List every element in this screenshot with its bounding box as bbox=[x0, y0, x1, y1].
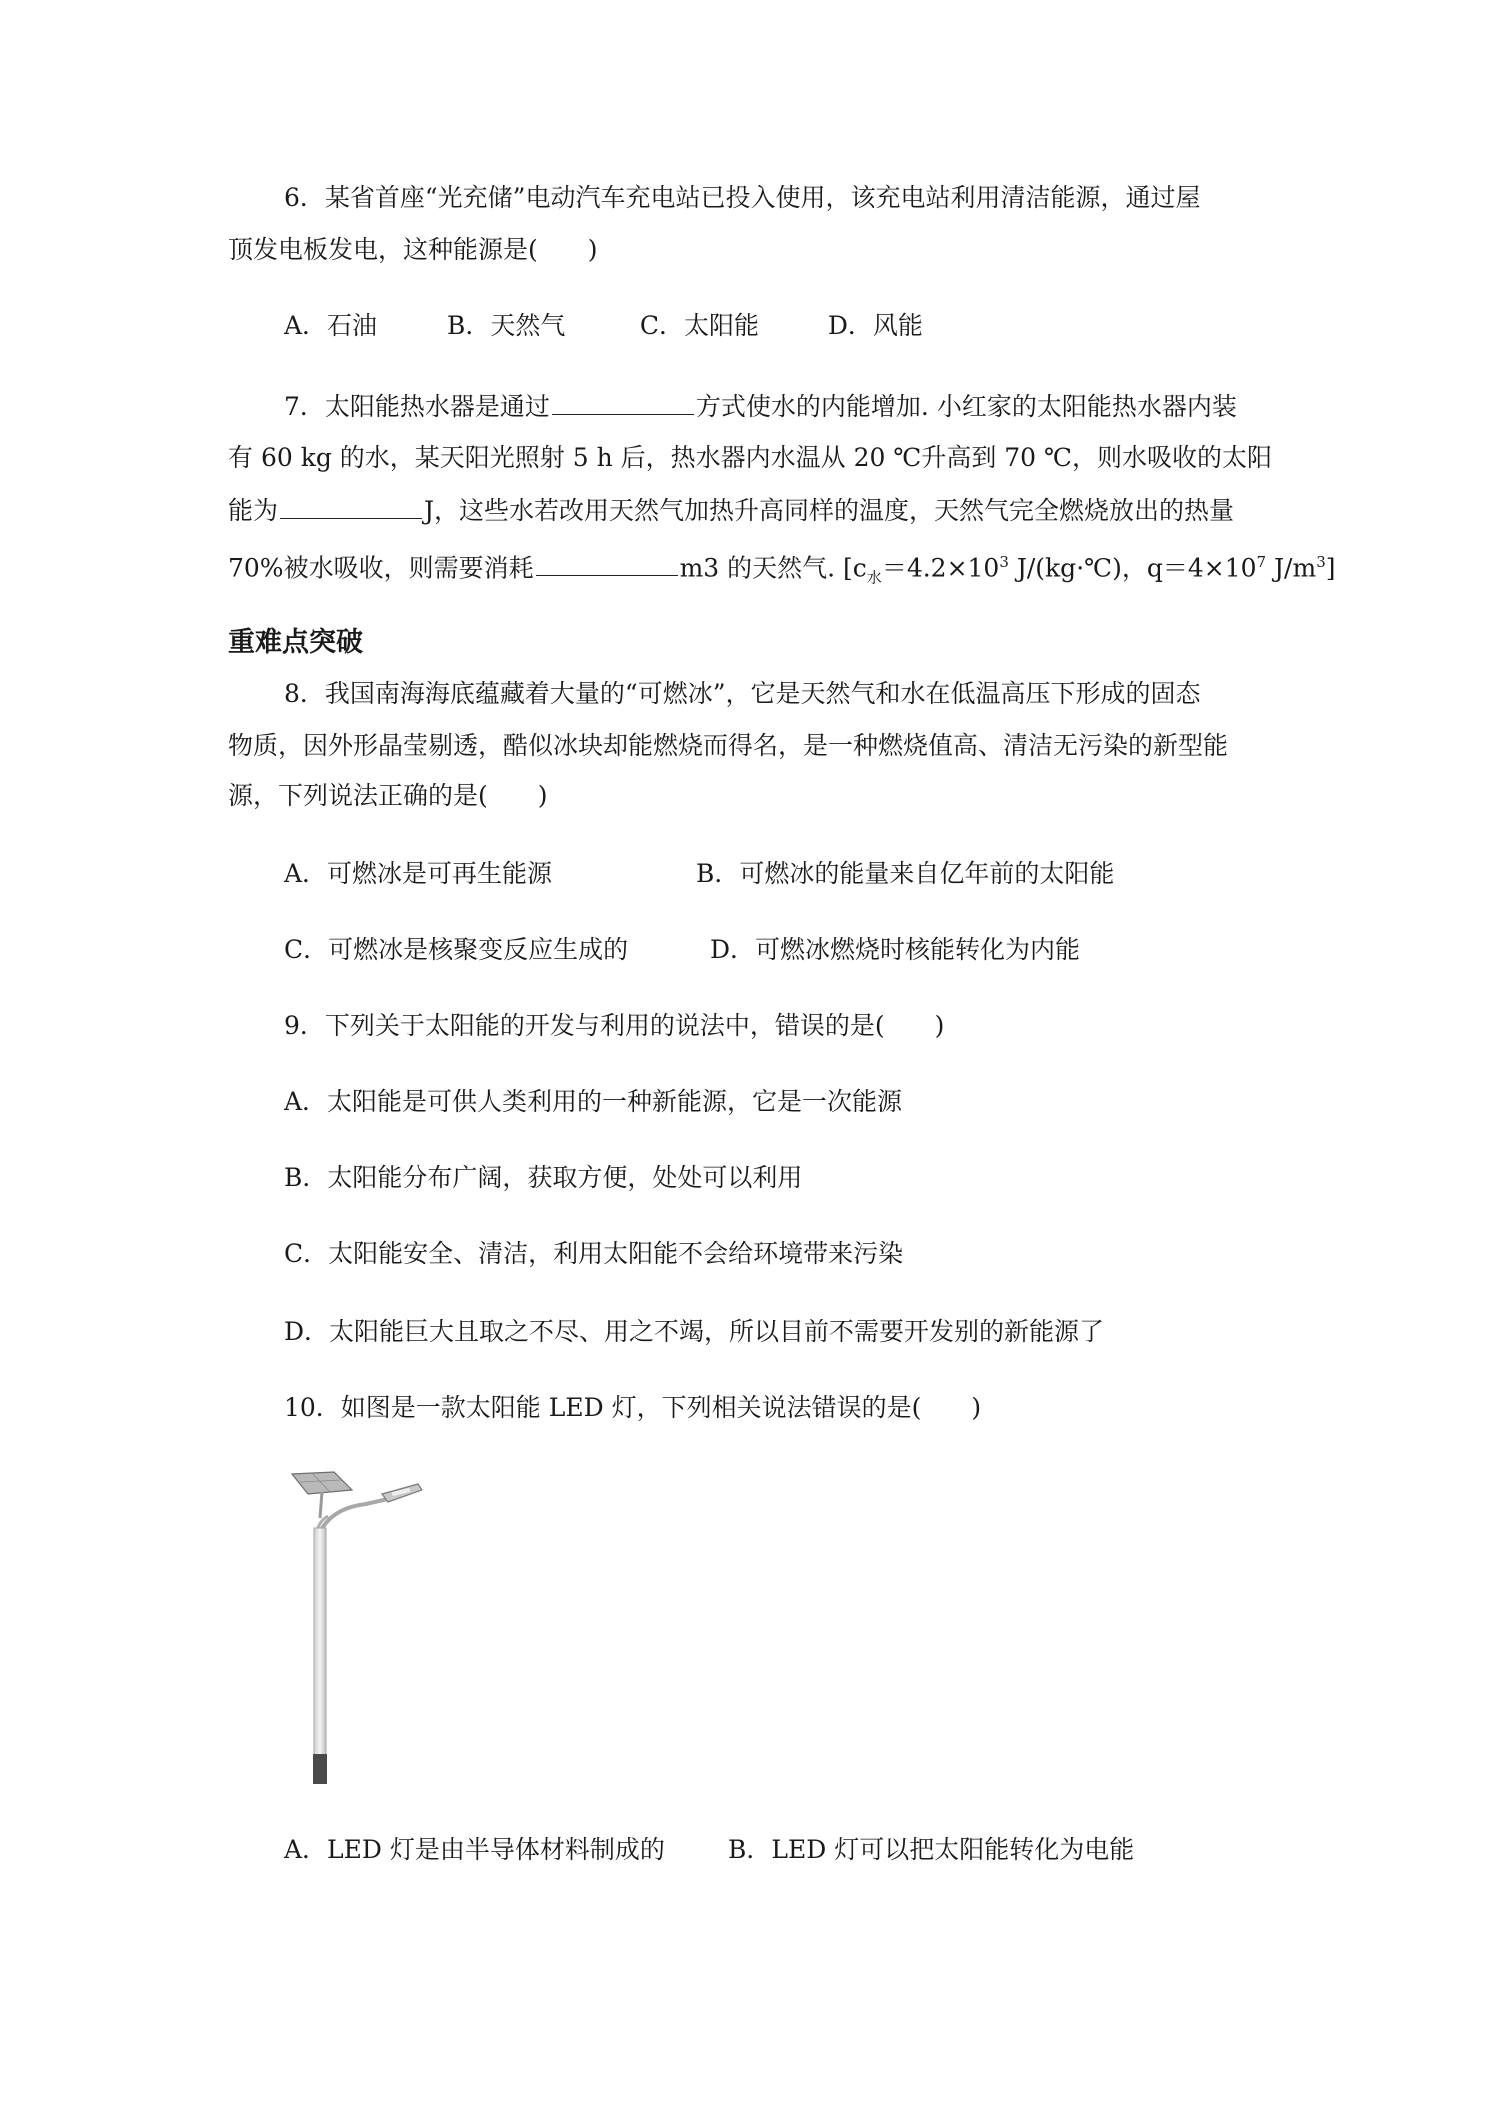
q7-text: m3 的天然气. [c bbox=[679, 553, 867, 583]
q9-option-c[interactable]: C．太阳能安全、清洁，利用太阳能不会给环境带来污染 bbox=[284, 1239, 904, 1268]
q8-option-c[interactable]: C．可燃冰是核聚变反应生成的 bbox=[284, 935, 629, 964]
q7-superscript: 7 bbox=[1256, 553, 1267, 571]
q7-blank-1[interactable] bbox=[552, 388, 694, 415]
q7-text: 7．太阳能热水器是通过 bbox=[284, 392, 550, 421]
q7-text: J，这些水若改用天然气加热升高同样的温度，天然气完全燃烧放出的热量 bbox=[424, 496, 1235, 525]
q8-option-b[interactable]: B．可燃冰的能量来自亿年前的太阳能 bbox=[696, 859, 1115, 888]
q10-stem: 10．如图是一款太阳能 LED 灯，下列相关说法错误的是( ) bbox=[284, 1393, 982, 1422]
q8-option-d[interactable]: D．可燃冰燃烧时核能转化为内能 bbox=[710, 935, 1081, 964]
q6-option-a[interactable]: A．石油 bbox=[284, 311, 378, 340]
q7-line3 bbox=[228, 492, 1234, 529]
q7-text: ＝4.2×10 bbox=[881, 553, 1000, 583]
q7-line4 bbox=[228, 544, 1336, 595]
q10-option-b[interactable]: B．LED 灯可以把太阳能转化为电能 bbox=[728, 1835, 1135, 1864]
q7-text: ] bbox=[1325, 553, 1336, 583]
q9-option-a[interactable]: A．太阳能是可供人类利用的一种新能源，它是一次能源 bbox=[284, 1087, 903, 1116]
q7-superscript: 3 bbox=[1316, 553, 1326, 571]
q7-text: 能为 bbox=[228, 496, 279, 525]
q6-stem-line2: 顶发电板发电，这种能源是( ) bbox=[228, 235, 598, 264]
q7-line1 bbox=[284, 388, 1237, 425]
q9-option-b[interactable]: B．太阳能分布广阔，获取方便，处处可以利用 bbox=[284, 1163, 803, 1192]
q6-stem-line1: 6．某省首座“光充储”电动汽车充电站已投入使用，该充电站利用清洁能源，通过屋 bbox=[284, 183, 1201, 212]
q7-blank-2[interactable] bbox=[280, 492, 422, 519]
q8-stem-line1: 8．我国南海海底蕴藏着大量的“可燃冰”，它是天然气和水在低温高压下形成的固态 bbox=[284, 679, 1201, 708]
section-title: 重难点突破 bbox=[228, 627, 363, 658]
q8-stem-line2: 物质，因外形晶莹剔透，酷似冰块却能燃烧而得名，是一种燃烧值高、清洁无污染的新型能 bbox=[228, 731, 1229, 760]
q6-options bbox=[284, 308, 923, 344]
q6-option-d[interactable]: D．风能 bbox=[827, 311, 923, 340]
q9-stem: 9．下列关于太阳能的开发与利用的说法中，错误的是( ) bbox=[284, 1011, 945, 1040]
q7-line2: 有 60 kg 的水，某天阳光照射 5 h 后，热水器内水温从 20 ℃升高到 70 ℃，则水吸收的太阳 bbox=[228, 443, 1272, 472]
q10-option-a[interactable]: A．LED 灯是由半导体材料制成的 bbox=[284, 1835, 665, 1864]
q7-text: 方式使水的内能增加. 小红家的太阳能热水器内装 bbox=[695, 392, 1237, 421]
q7-text: J/m bbox=[1266, 553, 1317, 583]
q9-option-d[interactable]: D．太阳能巨大且取之不尽、用之不竭，所以目前不需要开发别的新能源了 bbox=[284, 1317, 1105, 1346]
q7-blank-3[interactable] bbox=[536, 549, 678, 576]
q8-option-a[interactable]: A．可燃冰是可再生能源 bbox=[284, 859, 553, 888]
q6-option-c[interactable]: C．太阳能 bbox=[639, 311, 760, 340]
q7-subscript: 水 bbox=[866, 568, 882, 587]
q7-superscript: 3 bbox=[999, 553, 1009, 571]
q7-text: 70%被水吸收，则需要消耗 bbox=[228, 553, 534, 583]
q8-stem-line3: 源，下列说法正确的是( ) bbox=[228, 781, 548, 810]
q6-option-b[interactable]: B．天然气 bbox=[446, 311, 566, 340]
q7-text: J/(kg·℃)，q＝4×10 bbox=[1008, 553, 1257, 583]
solar-street-lamp-image bbox=[284, 1468, 434, 1788]
